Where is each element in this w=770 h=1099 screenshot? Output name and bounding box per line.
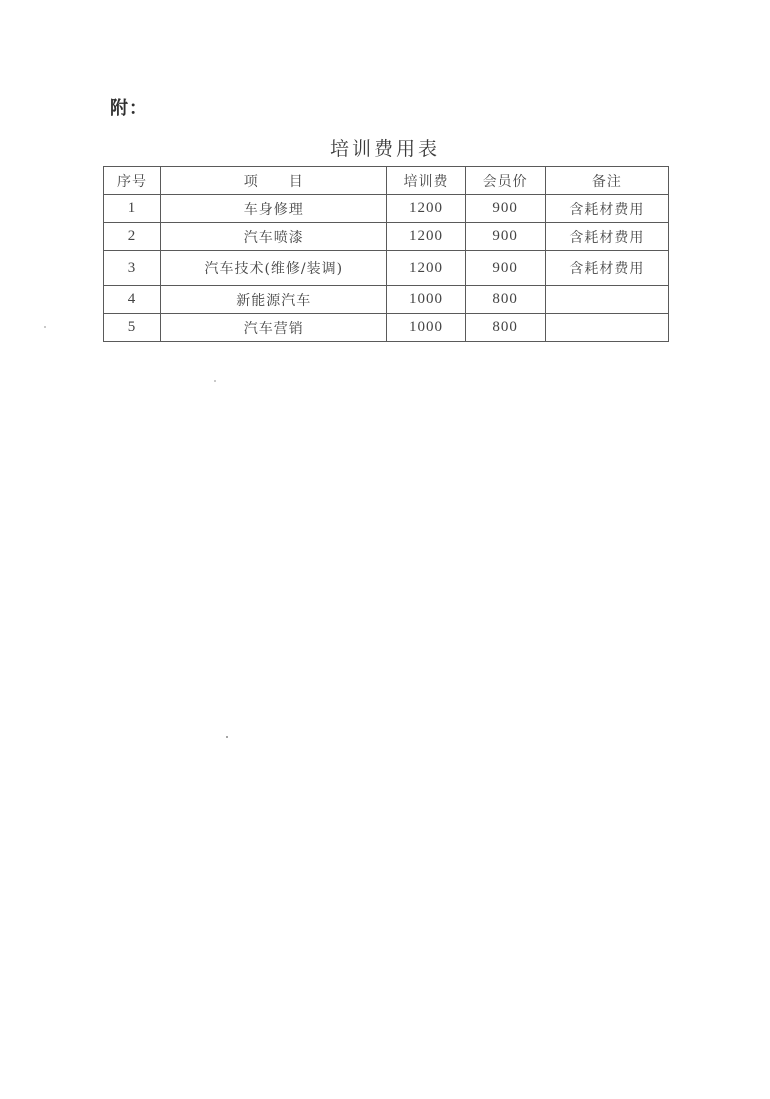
row-item: 车身修理 bbox=[161, 195, 387, 223]
header-fee: 培训费 bbox=[387, 167, 465, 195]
attachment-label: 附： bbox=[110, 98, 148, 119]
row-note: 含耗材费用 bbox=[545, 195, 668, 223]
row-no: 1 bbox=[104, 195, 161, 223]
row-note: 含耗材费用 bbox=[545, 251, 668, 286]
row-member-price: 800 bbox=[465, 286, 545, 314]
row-member-price: 900 bbox=[465, 223, 545, 251]
scan-speck bbox=[214, 380, 216, 382]
table-row bbox=[104, 251, 669, 286]
header-no: 序号 bbox=[104, 167, 161, 195]
scan-speck bbox=[44, 326, 46, 328]
row-no: 3 bbox=[104, 251, 161, 286]
row-member-price: 900 bbox=[465, 195, 545, 223]
row-note: 含耗材费用 bbox=[545, 223, 668, 251]
row-note bbox=[545, 314, 668, 342]
row-fee: 1200 bbox=[387, 223, 465, 251]
table-row bbox=[104, 195, 669, 223]
table-row bbox=[104, 223, 669, 251]
row-member-price: 900 bbox=[465, 251, 545, 286]
row-note bbox=[545, 286, 668, 314]
scan-speck bbox=[226, 736, 228, 738]
row-fee: 1200 bbox=[387, 251, 465, 286]
table-header-row bbox=[104, 167, 669, 195]
table-row bbox=[104, 314, 669, 342]
row-no: 2 bbox=[104, 223, 161, 251]
row-no: 5 bbox=[104, 314, 161, 342]
row-item: 新能源汽车 bbox=[161, 286, 387, 314]
header-note: 备注 bbox=[545, 167, 668, 195]
row-fee: 1000 bbox=[387, 286, 465, 314]
header-item: 项 目 bbox=[161, 167, 387, 195]
row-fee: 1200 bbox=[387, 195, 465, 223]
header-member-price: 会员价 bbox=[465, 167, 545, 195]
row-item: 汽车技术(维修/装调) bbox=[161, 251, 387, 286]
table-row bbox=[104, 286, 669, 314]
row-item: 汽车喷漆 bbox=[161, 223, 387, 251]
fee-table bbox=[103, 166, 669, 342]
row-item: 汽车营销 bbox=[161, 314, 387, 342]
row-no: 4 bbox=[104, 286, 161, 314]
row-fee: 1000 bbox=[387, 314, 465, 342]
document-title: 培训费用表 bbox=[329, 138, 440, 160]
row-member-price: 800 bbox=[465, 314, 545, 342]
